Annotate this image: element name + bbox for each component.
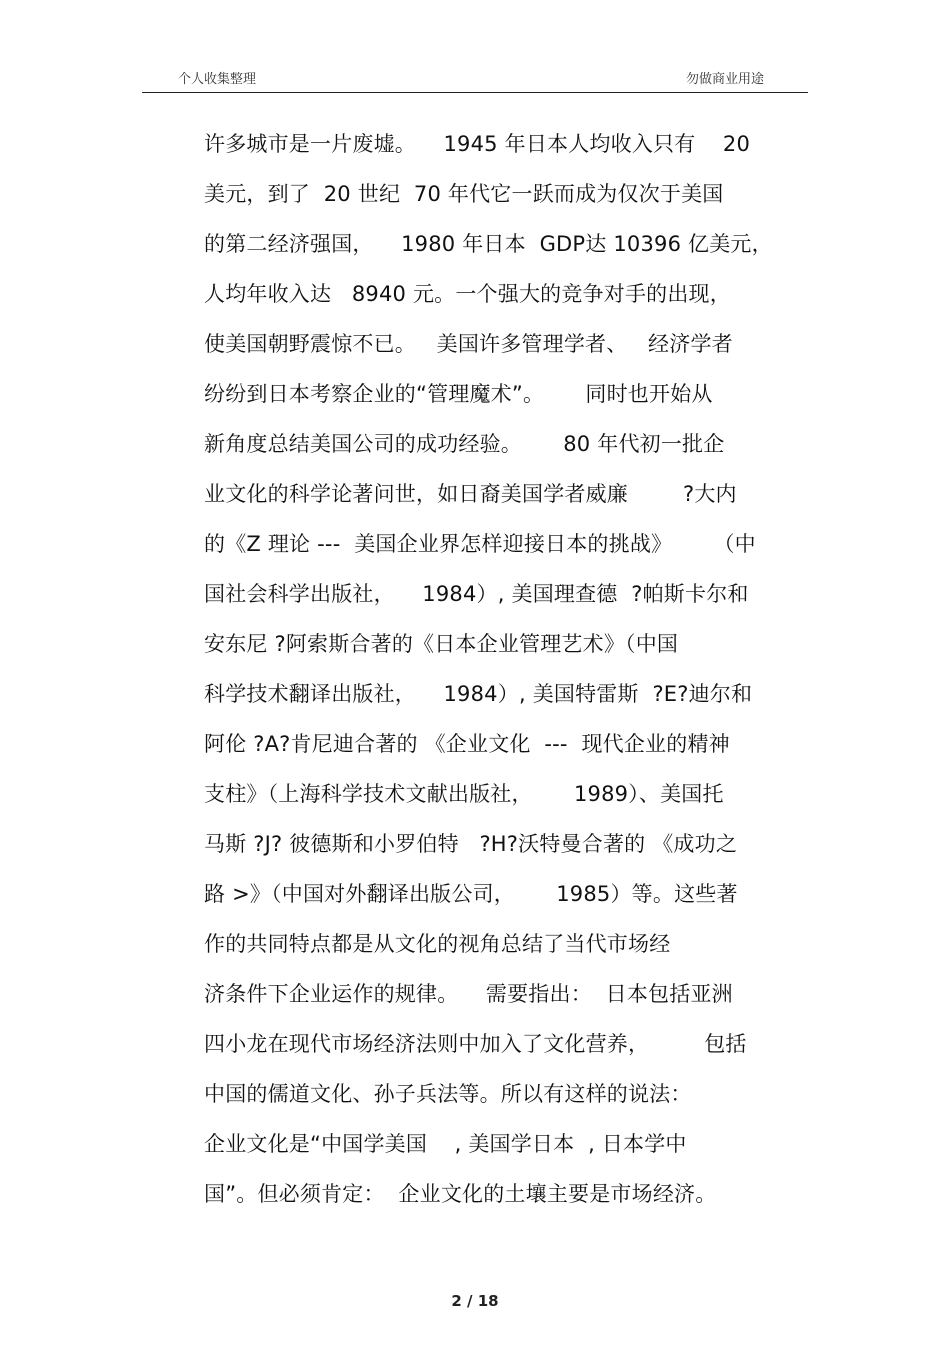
text-line: 国社会科学出版社， 1984）, 美国理查德 ?帕斯卡尔和: [204, 582, 749, 606]
text-line: 企业文化是“中国学美国 , 美国学日本 , 日本学中: [204, 1132, 687, 1156]
text-line: 的《Z 理论 --- 美国企业界怎样迎接日本的挑战》 （中: [204, 532, 756, 556]
text-line: 纷纷到日本考察企业的“管理魔术”。 同时也开始从: [204, 382, 713, 406]
text-line: 马斯 ?J? 彼德斯和小罗伯特 ?H?沃特曼合著的 《成功之: [204, 832, 738, 856]
text-line: 使美国朝野震惊不已。 美国许多管理学者、 经济学者: [204, 332, 733, 356]
text-line: 路 >》（中国对外翻译出版公司， 1985）等。这些著: [204, 882, 738, 906]
text-line: 阿伦 ?A?肯尼迪合著的 《企业文化 --- 现代企业的精神: [204, 732, 730, 756]
page-number: 2 / 18: [451, 1292, 499, 1310]
body-text: [204, 126, 804, 1226]
text-line: 美元，到了 20 世纪 70 年代它一跃而成为仅次于美国: [204, 182, 724, 206]
text-line: 新角度总结美国公司的成功经验。 80 年代初一批企: [204, 432, 725, 456]
header-right-text: 勿做商业用途: [685, 72, 764, 87]
text-line: 作的共同特点都是从文化的视角总结了当代市场经: [204, 932, 671, 956]
text-line: 业文化的科学论著问世，如日裔美国学者威廉 ?大内: [204, 482, 737, 506]
page-header: [142, 66, 808, 93]
text-line: 安东尼 ?阿索斯合著的《日本企业管理艺术》（中国: [204, 632, 679, 656]
text-line: 许多城市是一片废墟。 1945 年日本人均收入只有 20: [204, 132, 751, 156]
text-line: 中国的儒道文化、孙子兵法等。所以有这样的说法：: [204, 1082, 692, 1106]
text-line: 科学技术翻译出版社， 1984）, 美国特雷斯 ?E?迪尔和: [204, 682, 753, 706]
header-left-text: 个人收集整理: [178, 72, 257, 87]
text-line: 济条件下企业运作的规律。 需要指出： 日本包括亚洲: [204, 982, 733, 1006]
text-line: 国”。但必须肯定： 企业文化的土壤主要是市场经济。: [204, 1182, 717, 1206]
text-line: 人均年收入达 8940 元。一个强大的竞争对手的出现，: [204, 282, 731, 306]
text-line: 支柱》（上海科学技术文献出版社， 1989）、美国托: [204, 782, 724, 806]
text-line: 的第二经济强国， 1980 年日本 GDP达 10396 亿美元，: [204, 232, 773, 256]
text-line: 四小龙在现代市场经济法则中加入了文化营养， 包括: [204, 1032, 747, 1056]
